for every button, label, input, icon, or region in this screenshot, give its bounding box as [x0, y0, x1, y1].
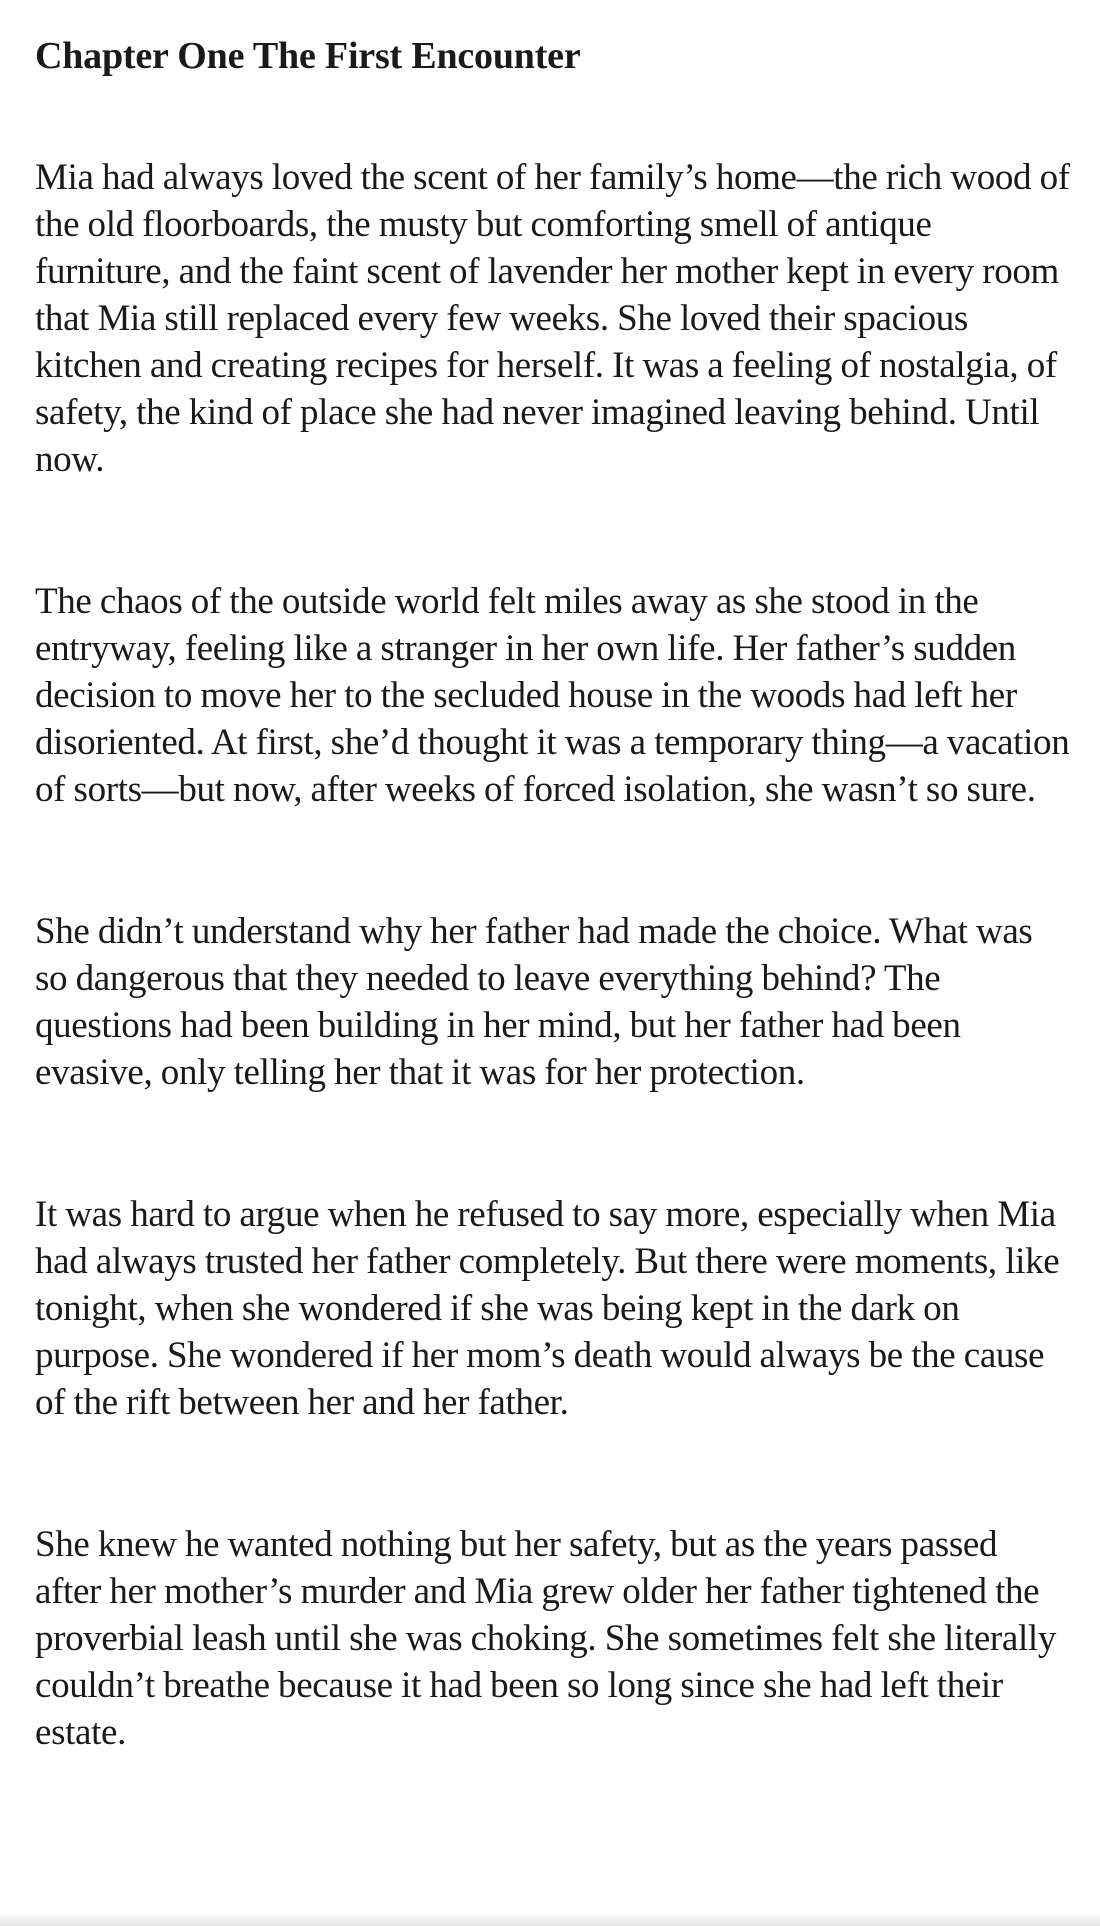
paragraph: The chaos of the outside world felt miles away as she stood in the entryway, feeling like a stranger in her own life. Her father’s sudden decision to move her to the secluded house in the woods had left her disoriented. At first, she’d thought it was a temporary thing—a vacation of sorts—but now, after weeks of forced isolation, she wasn’t so sure. [35, 581, 1070, 810]
paragraph: She didn’t understand why her father had made the choice. What was so dangerous that they needed to leave everything behind? The questions had been building in her mind, but her father had been evasive, only telling her that it was for her protection. [35, 911, 1033, 1093]
paragraph: Mia had always loved the scent of her family’s home—the rich wood of the old floorboards, the musty but comforting smell of antique furniture, and the faint scent of lavender her mother kept in every room that Mia still replaced every few weeks. She loved their spacious kitchen and creating recipes for herself. It was a feeling of nostalgia, of safety, the kind of place she had never imagined leaving behind. Until now. [35, 157, 1070, 480]
chapter-title: Chapter One The First Encounter [35, 35, 581, 77]
paragraph: She knew he wanted nothing but her safety, but as the years passed after her mother’s murder and Mia grew older her father tightened the proverbial leash until she was choking. She sometimes felt she literally couldn’t breathe because it had been so long since she had left their estate. [35, 1524, 1056, 1753]
paragraph: It was hard to argue when he refused to say more, especially when Mia had always trusted her father completely. But there were moments, like tonight, when she wondered if she was being kept in the dark on purpose. She wondered if her mom’s death would always be the cause of the rift between her and her father. [35, 1194, 1060, 1423]
scroll-edge-shadow [0, 1912, 1100, 1926]
